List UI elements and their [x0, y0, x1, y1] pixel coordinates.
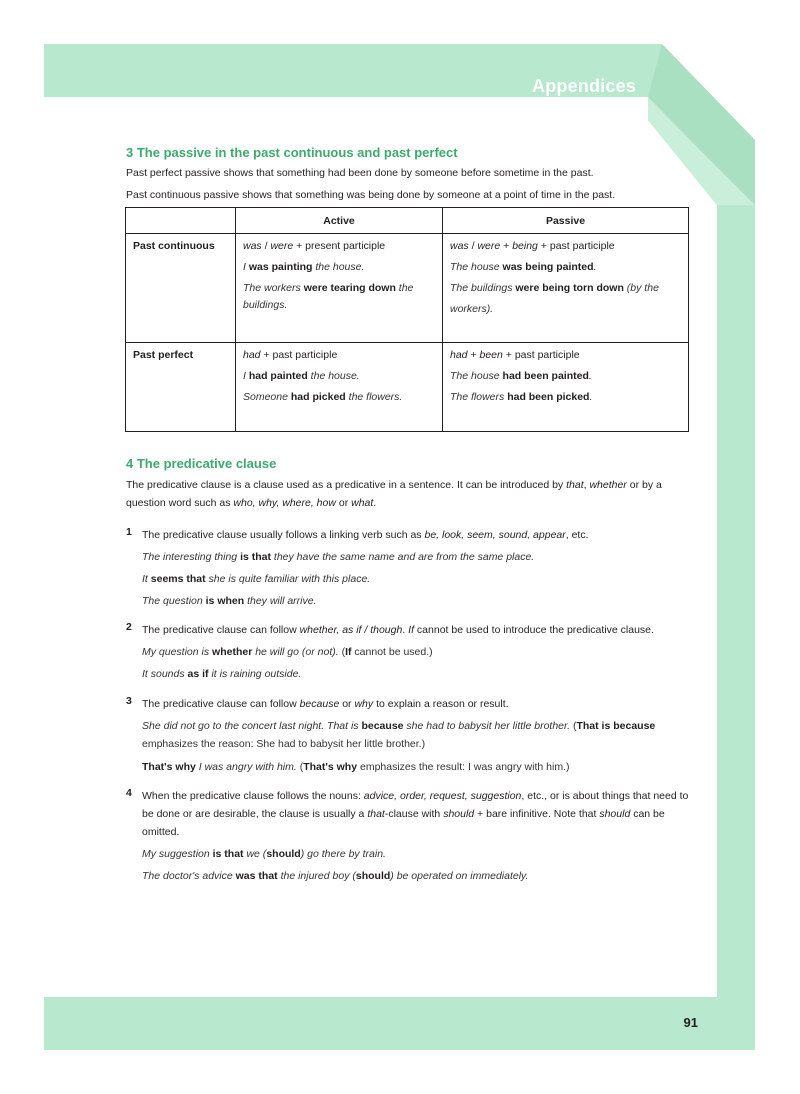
item-example: My question is whether he will go (or not). (If cannot be used.): [142, 646, 433, 658]
item-example: She did not go to the concert last night. That is because she had to babysit her little brother. (That is because emphasizes the reason: She had to babysit her little brother.): [142, 720, 656, 750]
item-number: 4: [126, 787, 132, 799]
page-number: 91: [683, 1015, 698, 1030]
item-body: [142, 621, 690, 685]
active-example: I was painting the house.: [243, 261, 365, 273]
active-example: Someone had picked the flowers.: [243, 391, 403, 403]
passive-table: [125, 207, 689, 432]
item-number: 1: [126, 526, 132, 538]
passive-example: The house was being painted.: [450, 261, 597, 273]
section-3-intro-2: Past continuous passive shows that something was being done by someone at a point of time in the past.: [126, 189, 616, 201]
section-3-intro-1: Past perfect passive shows that something had been done by someone before sometime in the past.: [126, 167, 594, 179]
row-label-past-perfect: Past perfect: [126, 343, 236, 432]
item-example: My suggestion is that we (should) go there by train.: [142, 848, 386, 860]
item-number: 2: [126, 621, 132, 633]
passive-example: The flowers had been picked.: [450, 391, 593, 403]
passive-cell: [443, 343, 689, 432]
item-body: [142, 787, 690, 887]
item-text: The predicative clause usually follows a linking verb such as be, look, seem, sound, appear, etc.: [142, 529, 589, 541]
table-row: [126, 343, 689, 432]
table-header-empty: [126, 208, 236, 234]
item-example: It seems that she is quite familiar with this place.: [142, 573, 371, 585]
item-example: The question is when they will arrive.: [142, 595, 317, 607]
section-4-heading: 4 The predicative clause: [126, 456, 277, 471]
header-title: Appendices: [532, 76, 637, 96]
item-example: That's why I was angry with him. (That's why emphasizes the result: I was angry with him.): [142, 761, 570, 773]
item-text: The predicative clause can follow because or why to explain a reason or result.: [142, 698, 509, 710]
passive-formula: was / were + being + past participle: [450, 240, 615, 252]
active-formula: was / were + present participle: [243, 240, 386, 252]
item-example: The doctor's advice was that the injured boy (should) be operated on immediately.: [142, 870, 529, 882]
item-text: The predicative clause can follow whether, as if / though. If cannot be used to introduce the predicative clause.: [142, 624, 654, 636]
table-header-row: [126, 208, 689, 234]
item-body: [142, 695, 690, 778]
item-example: The interesting thing is that they have the same name and are from the same place.: [142, 551, 535, 563]
section-3-heading: 3 The passive in the past continuous and past perfect: [126, 145, 458, 160]
table-header-active: Active: [236, 208, 443, 234]
active-example: The workers were tearing down the buildings.: [243, 282, 414, 311]
passive-example: The buildings were being torn down (by the workers).: [450, 282, 659, 315]
active-cell: [236, 234, 443, 343]
item-body: [142, 526, 690, 612]
active-formula: had + past participle: [243, 349, 338, 361]
row-label-past-continuous: Past continuous: [126, 234, 236, 343]
active-example: I had painted the house.: [243, 370, 360, 382]
section-4-intro: The predicative clause is a clause used as a predicative in a sentence. It can be introduced by that, whether or by a question word such as who, why, where, how or what.: [126, 479, 662, 509]
active-cell: [236, 343, 443, 432]
passive-formula: had + been + past participle: [450, 349, 580, 361]
item-number: 3: [126, 695, 132, 707]
passive-cell: [443, 234, 689, 343]
table-header-passive: Passive: [443, 208, 689, 234]
item-example: It sounds as if it is raining outside.: [142, 668, 302, 680]
table-row: [126, 234, 689, 343]
passive-example: The house had been painted.: [450, 370, 592, 382]
item-text: When the predicative clause follows the nouns: advice, order, request, suggestion, etc., or is about things that need to be done or are desirable, the clause is usually a that-clause with should + bare infinitive. Note that should can be omitted.: [142, 790, 689, 838]
